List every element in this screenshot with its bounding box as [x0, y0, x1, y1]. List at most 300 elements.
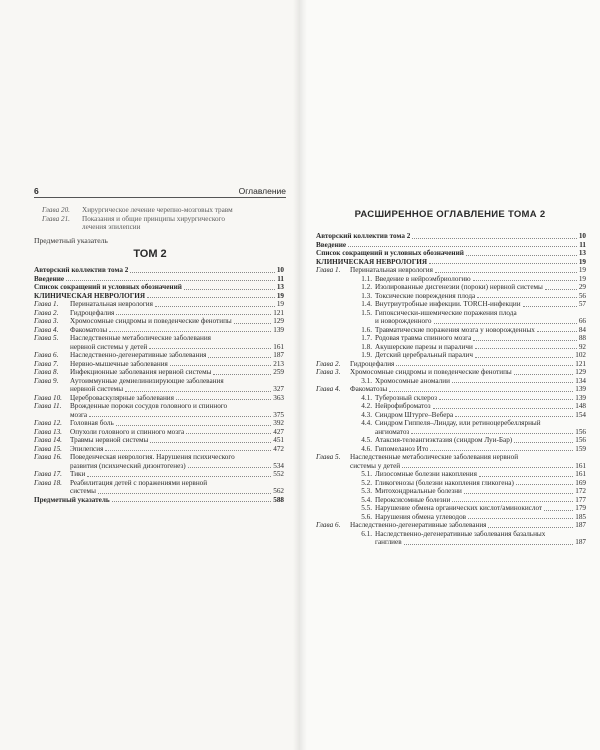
page-ref: 177 [575, 495, 586, 504]
section-number: 5.6. [361, 512, 372, 521]
section-number: 3.1. [361, 376, 372, 385]
toc-entry [34, 360, 284, 369]
section-number: 1.4. [361, 300, 372, 308]
toc-entry [316, 521, 586, 530]
chapter-label: Глава 3. [316, 368, 341, 376]
previous-volume-tail [42, 206, 282, 232]
leader-dots [452, 501, 573, 502]
page-ref: 392 [273, 419, 284, 427]
entry-title: Авторский коллектив тома 2 [316, 232, 411, 240]
entry-title: Цереброваскулярные заболевания [70, 393, 174, 402]
toc-entry [316, 453, 586, 462]
toc-entry [316, 538, 586, 547]
page-ref: 66 [578, 317, 586, 325]
entry-title: Изолированные дисгенезии (пороки) нервной системы [375, 283, 543, 291]
page-ref: 10 [578, 232, 586, 240]
page-ref: 129 [273, 317, 284, 325]
entry-title: Синдром Гиппеля–Линдау, или ретиноцеребеллярный [375, 419, 541, 427]
toc-entry [316, 419, 586, 428]
toc-entry [316, 266, 586, 275]
section-number: 4.4. [361, 419, 372, 427]
leader-dots [147, 297, 275, 298]
toc-entry [34, 445, 284, 454]
toc-entry [34, 419, 284, 428]
toc-entry [316, 232, 586, 241]
toc-entry [316, 283, 586, 292]
leader-dots [523, 306, 577, 307]
page-ref: 534 [273, 461, 284, 470]
section-number: 1.2. [361, 283, 372, 291]
entry-title: Наследственные метаболические заболевания [70, 334, 211, 342]
chapter-label: Глава 2. [34, 308, 59, 317]
chapter-label: Глава 12. [34, 419, 62, 427]
page-ref: 139 [575, 393, 586, 402]
page-ref: 11 [579, 240, 586, 249]
page-ref: 19 [276, 300, 284, 308]
page-ref: 562 [273, 487, 284, 495]
page-ref: 161 [273, 342, 284, 351]
entry-title: Поведенческая неврология. Нарушения психического [70, 453, 235, 461]
entry-title: Перинатальная неврология [350, 266, 433, 274]
section-number: 1.9. [361, 351, 372, 359]
page-title: РАСШИРЕННОЕ ОГЛАВЛЕНИЕ ТОМА 2 [354, 209, 546, 220]
chapter-label: Глава 9. [34, 376, 59, 385]
page-ref: 552 [273, 470, 284, 478]
entry-title: Введение [316, 240, 347, 249]
leader-dots [208, 357, 271, 358]
chapter-label: Глава 6. [316, 521, 341, 529]
page-ref: 139 [575, 385, 586, 393]
section-number: 4.6. [361, 444, 372, 453]
leader-dots [404, 544, 574, 545]
leader-dots [348, 246, 577, 247]
leader-dots [87, 476, 271, 477]
entry-title: Хромосомные аномалии [375, 376, 450, 385]
leader-dots [155, 306, 275, 307]
leader-dots [455, 416, 573, 417]
entry-title: Травмы нервной системы [70, 436, 149, 444]
entry-title: Митохондриальные болезни [375, 487, 462, 495]
chapter-label: Глава 14. [34, 436, 62, 444]
entry-title: ганглиев [375, 538, 402, 546]
page-ref: 19 [578, 257, 586, 266]
page-ref: 13 [276, 283, 284, 291]
toc-entry [34, 351, 284, 360]
page-ref: 121 [575, 359, 586, 368]
page-ref: 156 [575, 427, 586, 436]
leader-dots [186, 433, 271, 434]
entry-title: системы [70, 487, 96, 495]
entry-title: Токсические повреждения плода [375, 291, 476, 300]
toc-entry [34, 479, 284, 488]
entry-title: Перинатальная неврология [70, 300, 153, 308]
entry-title: Опухоли головного и спинного мозга [70, 427, 185, 436]
leader-dots [89, 416, 271, 417]
page-ref: 10 [276, 266, 284, 274]
leader-dots [170, 365, 271, 366]
entry-title: нервной системы [70, 385, 124, 393]
page-ref: 19 [578, 274, 586, 283]
section-number: 5.1. [361, 470, 372, 478]
toc-entry [34, 453, 284, 462]
entry-title: нервной системы у детей [70, 342, 148, 351]
entry-title: Пероксисомные болезни [375, 495, 451, 504]
section-number: 4.2. [361, 402, 372, 410]
chapter-label: Глава 15. [34, 444, 62, 453]
toc-entry [34, 326, 284, 335]
leader-dots [516, 484, 573, 485]
section-number: 1.3. [361, 291, 372, 300]
entry-title: Лизосомные болезни накопления [375, 470, 477, 478]
page-ref: 179 [575, 504, 586, 512]
entry-title: Введение в нейроэмбриологию [375, 274, 471, 283]
page-ref: 29 [578, 283, 586, 291]
toc-entry [34, 470, 284, 479]
page-ref: 472 [273, 444, 284, 453]
chapter-label: Глава 20. [42, 206, 70, 215]
leader-dots [514, 442, 573, 443]
page-ref: 375 [273, 410, 284, 419]
entry-title: Внутриутробные инфекции. TORCH-инфекции [375, 300, 521, 308]
toc-entry [34, 462, 284, 471]
leader-dots [466, 255, 577, 256]
leader-dots [433, 408, 574, 409]
page-ref: 154 [575, 410, 586, 419]
leader-dots [150, 442, 271, 443]
toc-entry [316, 343, 586, 352]
leader-dots [537, 331, 577, 332]
toc-entry [316, 445, 586, 454]
entry-title: Авторский коллектив тома 2 [34, 266, 129, 274]
page-ref: 187 [273, 351, 284, 359]
leader-dots [473, 280, 577, 281]
entry-title: Факоматозы [70, 325, 108, 334]
toc-entry [34, 496, 284, 505]
entry-title: Хромосомные синдромы и поведенческие фенотипы [350, 368, 512, 376]
leader-dots [412, 238, 576, 239]
page-ref: 156 [575, 436, 586, 444]
leader-dots [452, 382, 573, 383]
section-number: 5.4. [361, 495, 372, 504]
leader-dots [439, 399, 573, 400]
entry-title: КЛИНИЧЕСКАЯ НЕВРОЛОГИЯ [34, 291, 146, 300]
entry-title: развития (психический дизонтогенез) [70, 461, 186, 470]
entry-title: Акушерские парезы и параличи [375, 342, 473, 351]
leader-dots [112, 501, 272, 502]
entry-title: Гидроцефалия [70, 308, 115, 317]
leader-dots [411, 433, 573, 434]
page-ref: 185 [575, 512, 586, 521]
entry-title: КЛИНИЧЕСКАЯ НЕВРОЛОГИЯ [316, 257, 428, 266]
leader-dots [402, 467, 573, 468]
entry-title: мозга [70, 410, 88, 419]
page-ref: 139 [273, 325, 284, 334]
section-number: 1.1. [361, 274, 372, 283]
toc-entry [34, 266, 284, 275]
leader-dots [475, 348, 577, 349]
page-number: 6 [34, 186, 39, 196]
toc-entry [42, 215, 282, 224]
page-ref: 92 [578, 342, 586, 351]
entry-title: Атаксия-телеангиэктазия (синдром Луи-Бар) [375, 436, 513, 444]
page-ref: 159 [575, 444, 586, 453]
entry-title: Тики [70, 470, 86, 478]
page-ref: 363 [273, 393, 284, 402]
leader-dots [149, 348, 271, 349]
entry-title: Гипоксически-ишемические поражения плода [375, 308, 517, 317]
entry-title: Нарушение обмена органических кислот/аминокислот [375, 504, 543, 512]
leader-dots [435, 272, 577, 273]
entry-title: Врожденные пороки сосудов головного и спинного [70, 402, 228, 410]
toc-entry [316, 402, 586, 411]
section-number: 1.5. [361, 308, 372, 317]
page-ref: 11 [277, 274, 284, 283]
page-ref: 187 [575, 521, 586, 529]
leader-dots [544, 510, 573, 511]
entry-title: Наследственно-дегенеративные заболевания [350, 521, 487, 529]
leader-dots [464, 493, 573, 494]
toc-entry [316, 496, 586, 505]
entry-title: Головная боль [70, 419, 114, 427]
toc-entry [316, 334, 586, 343]
chapter-label: Глава 5. [34, 334, 59, 342]
toc-entry [34, 300, 284, 309]
leader-dots [234, 323, 271, 324]
entry-title: ангиоматоз [375, 427, 410, 436]
right-page [300, 0, 600, 750]
section-number: 1.6. [361, 325, 372, 334]
toc-entry [316, 275, 586, 284]
entry-title: Инфекционные заболевания нервной системы [70, 368, 212, 376]
volume-heading: ТОМ 2 [133, 248, 167, 260]
page-ref: 172 [575, 487, 586, 495]
page-ref: 19 [578, 266, 586, 274]
page-ref: 121 [273, 308, 284, 317]
toc-entry [34, 334, 284, 343]
entry-title: Нервно-мышечные заболевания [70, 359, 168, 368]
page-ref: 134 [575, 376, 586, 385]
toc-entry [316, 436, 586, 445]
leader-dots [98, 493, 271, 494]
book-gutter [293, 0, 307, 750]
section-number: 4.5. [361, 436, 372, 444]
toc-entry [34, 436, 284, 445]
toc-entry [316, 394, 586, 403]
toc-entry [316, 241, 586, 250]
chapter-title: Хирургическое лечение черепно-мозговых травм [82, 206, 233, 215]
chapter-label: Глава 5. [316, 453, 341, 461]
toc-entry [316, 326, 586, 335]
chapter-label: Глава 2. [316, 359, 341, 368]
page-ref: 588 [273, 495, 284, 504]
leader-dots [545, 289, 577, 290]
leader-dots [514, 374, 573, 375]
entry-title: Наследственно-дегенеративные заболевания [70, 351, 207, 359]
chapter-label: Глава 13. [34, 427, 62, 436]
toc-entry [316, 368, 586, 377]
toc-entry [42, 223, 282, 232]
toc-entry [316, 300, 586, 309]
toc-entry [316, 411, 586, 420]
leader-dots [389, 391, 573, 392]
section-number: 5.3. [361, 487, 372, 495]
entry-title: Родовая травма спинного мозга [375, 334, 472, 342]
page-ref: 148 [575, 402, 586, 410]
section-number: 5.5. [361, 504, 372, 512]
leader-dots [116, 314, 271, 315]
chapter-label: Глава 16. [34, 453, 62, 461]
section-number: 1.7. [361, 334, 372, 342]
entry-title: Факоматозы [350, 385, 388, 393]
toc-entry [34, 368, 284, 377]
leader-dots [468, 518, 573, 519]
entry-title: Реабилитация детей с поражениями нервной [70, 478, 208, 487]
page-ref: 169 [575, 478, 586, 487]
leader-dots [109, 331, 271, 332]
toc-entry [316, 470, 586, 479]
entry-title: Список сокращений и условных обозначений [34, 283, 182, 291]
toc-entry [42, 206, 282, 215]
toc-entry [34, 377, 284, 386]
entry-title: Предметный указатель [34, 495, 110, 504]
entry-title: Список сокращений и условных обозначений [316, 249, 464, 257]
toc-entry [316, 377, 586, 386]
running-head-title: Оглавление [238, 186, 286, 196]
running-head [34, 186, 286, 198]
chapter-label: Глава 7. [34, 359, 59, 368]
toc-entry [34, 275, 284, 284]
toc-entry [316, 249, 586, 258]
leader-dots [125, 391, 271, 392]
page-ref: 102 [575, 351, 586, 359]
leader-dots [105, 450, 271, 451]
leader-dots [479, 476, 573, 477]
entry-title: Эпилепсия [70, 444, 104, 453]
chapter-label: Глава 1. [316, 266, 341, 274]
entry-title: Хромосомные синдромы и поведенческие фенотипы [70, 317, 232, 325]
entry-title: Нарушения обмена углеводов [375, 512, 467, 521]
toc-entry [316, 351, 586, 360]
leader-dots [473, 340, 577, 341]
toc-entry [34, 402, 284, 411]
chapter-label: Глава 8. [34, 368, 59, 376]
extended-toc [316, 232, 586, 547]
leader-dots [213, 374, 271, 375]
toc-entry [316, 487, 586, 496]
leader-dots [475, 357, 573, 358]
entry-title: Синдром Штурге–Вебера [375, 410, 454, 419]
entry-title: Гидроцефалия [350, 359, 395, 368]
section-number: 4.3. [361, 410, 372, 419]
page-ref: 88 [578, 334, 586, 342]
toc-entry [316, 317, 586, 326]
page-ref: 161 [575, 461, 586, 470]
leader-dots [184, 289, 275, 290]
toc-entry [34, 309, 284, 318]
entry-title: системы у детей [350, 461, 401, 470]
toc-entry [34, 428, 284, 437]
page-ref: 161 [575, 470, 586, 478]
page-ref: 259 [273, 368, 284, 376]
page-ref: 327 [273, 385, 284, 393]
leader-dots [430, 450, 573, 451]
entry-title: Аутоиммунные демиелинизирующие заболевания [70, 376, 224, 385]
chapter-label: Глава 4. [34, 325, 59, 334]
page-ref: 427 [273, 427, 284, 436]
toc-entry [316, 530, 586, 539]
toc-entry [34, 283, 284, 292]
leader-dots [477, 297, 577, 298]
chapter-label: Глава 18. [34, 478, 62, 487]
toc-entry [316, 462, 586, 471]
entry-title: Наследственно-дегенеративные заболевания базальных [375, 529, 546, 538]
entry-title: Туберозный склероз [375, 393, 438, 402]
toc-entry [316, 309, 586, 318]
toc-entry [316, 504, 586, 513]
index-entry: Предметный указатель [34, 236, 108, 245]
page-ref: 57 [578, 300, 586, 308]
leader-dots [176, 399, 271, 400]
toc-entry [316, 292, 586, 301]
chapter-title: Показания и общие принципы хирургического [82, 214, 225, 223]
page-ref: 56 [578, 291, 586, 300]
toc-entry [316, 258, 586, 267]
toc-entry [316, 513, 586, 522]
chapter-label: Глава 4. [316, 385, 341, 393]
toc-entry [34, 487, 284, 496]
chapter-label: Глава 10. [34, 393, 62, 402]
leader-dots [130, 272, 274, 273]
page-ref: 187 [575, 538, 586, 546]
chapter-label: Глава 6. [34, 351, 59, 359]
chapter-label: Глава 17. [34, 470, 62, 478]
page-ref: 13 [578, 249, 586, 257]
leader-dots [396, 365, 573, 366]
entry-title: и новорожденного [375, 317, 432, 325]
entry-title: Наследственные метаболические заболевания нервной [350, 453, 519, 461]
chapter-title-continued: лечения эпилепсии [82, 223, 141, 232]
toc-entry [34, 394, 284, 403]
entry-title: Травматические поражения мозга у новорожденных [375, 325, 535, 334]
toc-volume-2 [34, 266, 284, 504]
leader-dots [429, 263, 577, 264]
page-ref: 213 [273, 359, 284, 368]
entry-title: Детский церебральный паралич [375, 351, 474, 359]
section-number: 4.1. [361, 393, 372, 402]
leader-dots [488, 527, 573, 528]
chapter-label: Глава 1. [34, 300, 59, 308]
section-number: 6.1. [361, 529, 372, 538]
toc-entry [316, 360, 586, 369]
page-ref: 129 [575, 368, 586, 376]
leader-dots [434, 323, 577, 324]
toc-entry [34, 292, 284, 301]
toc-entry [316, 479, 586, 488]
chapter-label: Глава 11. [34, 402, 62, 410]
section-number: 1.8. [361, 342, 372, 351]
toc-entry [316, 428, 586, 437]
page-ref: 84 [578, 325, 586, 334]
entry-title: Гликогенозы (болезни накопления гликогена) [375, 478, 514, 487]
page-ref: 451 [273, 436, 284, 444]
toc-entry [34, 317, 284, 326]
entry-title: Введение [34, 274, 65, 283]
leader-dots [66, 280, 275, 281]
entry-title: Нейрофиброматоз [375, 402, 431, 410]
page-ref: 19 [276, 291, 284, 300]
section-number: 5.2. [361, 478, 372, 487]
toc-entry [316, 385, 586, 394]
